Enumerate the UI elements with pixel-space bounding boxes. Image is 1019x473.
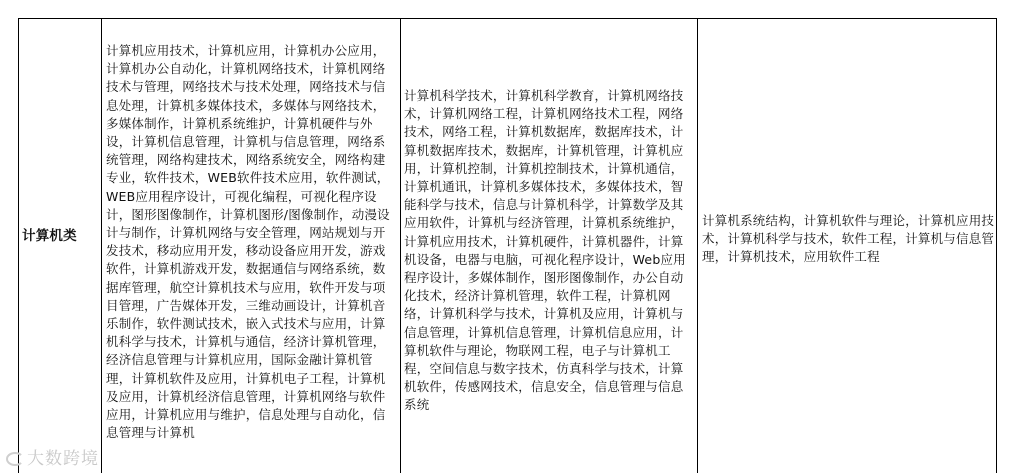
- watermark-logo-icon: [6, 452, 24, 466]
- table-divider-3: [697, 18, 698, 473]
- category-cell: 计算机类: [22, 228, 77, 244]
- undergraduate-majors-cell: 计算机科学技术，计算机科学教育，计算机网络技术，计算机网络工程，计算机网络技术工程，网络技术，网络工程，计算机数据库，数据库技术，计算机数据库技术，数据库，计算机管理，计算机应用，计算机控制，计算机控制技术，计算机通信，计算机通讯，计算机多媒体技术，多媒体技术，智能科学与技术，信息与计算机科学，计算数学及其应用软件，计算机与经济管理，计算机系统维护，计算机应用技术，计算机硬件，计算机器件，计算机设备，电器与电脑，可视化程序设计，Web应用程序设计，多媒体制作，图形图像制作，办公自动化技术，经济计算机管理，软件工程，计算机网络，计算机科学与技术，计算机及应用，计算机与信息管理，计算机信息管理，计算机信息应用，计算机软件与理论，物联网工程，电子与计算机工程，空间信息与数字技术，仿真科学与技术，计算机软件，传感网技术，信息安全，信息管理与信息系统: [404, 88, 686, 413]
- table-border-left: [18, 18, 19, 473]
- vocational-majors-cell: 计算机应用技术，计算机应用，计算机办公应用，计算机办公自动化，计算机网络技术，计算机网络技术与管理，网络技术与技术处理，网络技术与信息处理，计算机多媒体技术，多媒体与网络技术，多媒体制作，计算机系统维护，计算机硬件与外设，计算机信息管理，计算机与信息管理，网络系统管理，网络构建技术，网络系统安全，网络构建专业，软件技术，WEB软件技术应用，软件测试，WEB应用程序设计，可视化编程，可视化程序设计，图形图像制作，计算机图形/图像制作，动漫设计与制作，计算机网络与安全管理，网站规划与开发技术，移动应用开发，移动设备应用开发，游戏软件，计算机游戏开发，数据通信与网络系统，数据库管理，航空计算机技术与应用，软件开发与项目管理，广告媒体开发，三维动画设计，计算机音乐制作，软件测试技术，嵌入式技术与应用，计算机科学与技术，计算机与通信，经济计算机管理，经济信息管理与计算机应用，国际金融计算机管理，计算机软件及应用，计算机电子工程，计算机及应用，计算机经济信息管理，计算机网络与软件应用，计算机应用与维护，信息处理与自动化，信息管理与计算机: [106, 43, 390, 441]
- watermark-text: 大数跨境: [27, 449, 99, 469]
- table-border-top: [18, 18, 997, 19]
- table-divider-1: [101, 18, 102, 473]
- graduate-majors-cell: 计算机系统结构，计算机软件与理论，计算机应用技术，计算机科学与技术，软件工程，计算机与信息管理，计算机技术，应用软件工程: [702, 213, 995, 265]
- watermark: [6, 444, 99, 469]
- table-divider-2: [400, 18, 401, 473]
